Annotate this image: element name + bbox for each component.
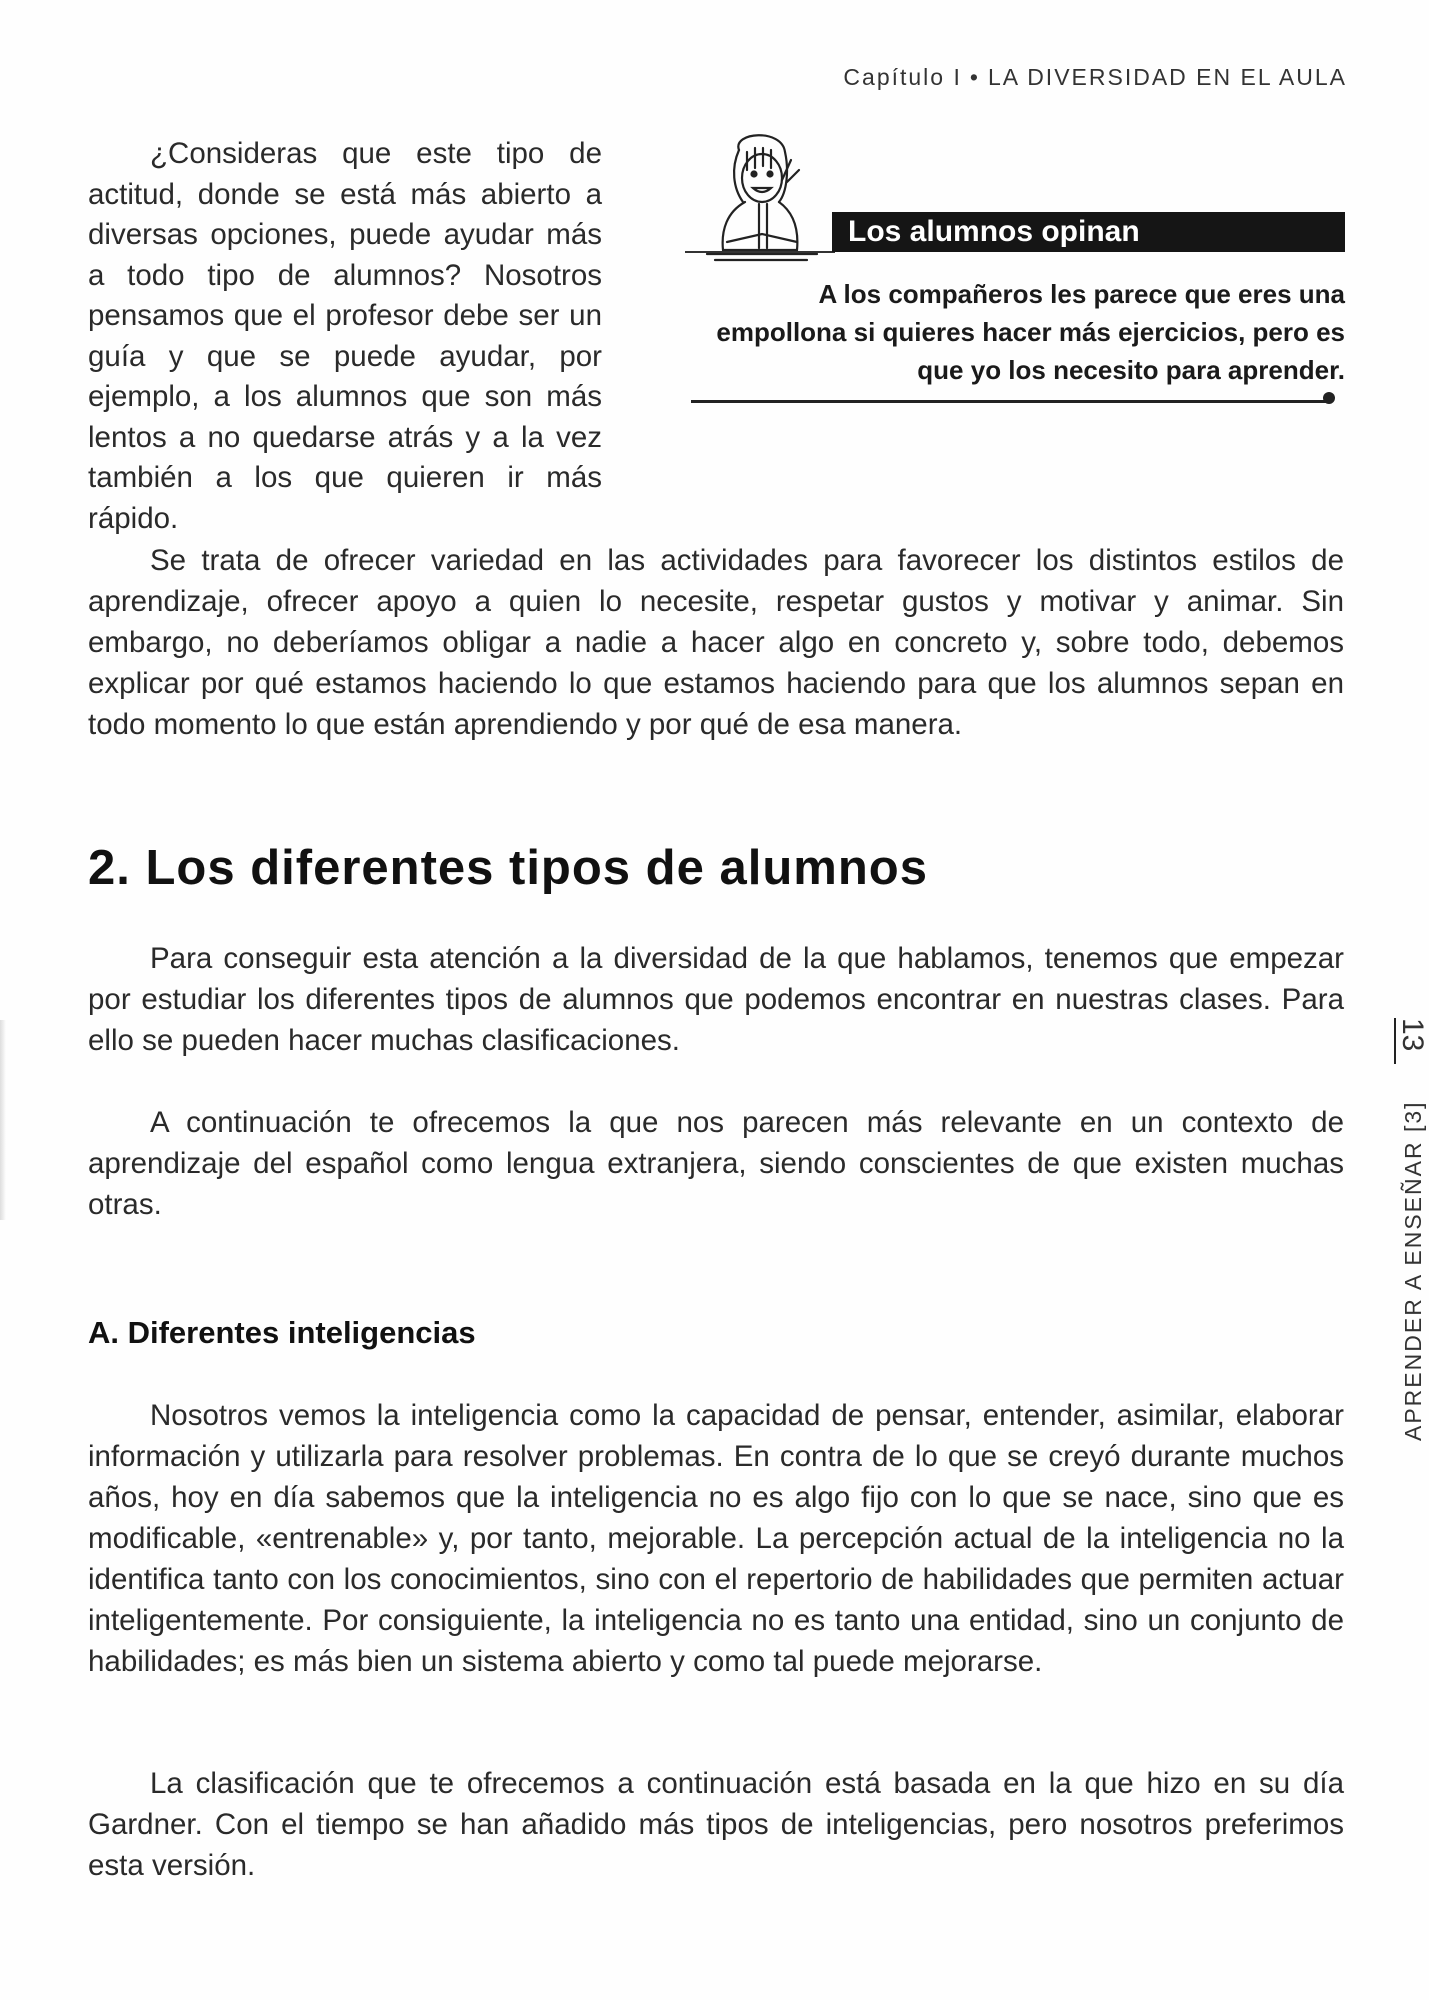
- chapter-label: Capítulo I: [843, 64, 962, 90]
- quote-bullet-dot: [1323, 392, 1335, 404]
- body-paragraph-5: La clasificación que te ofrecemos a continuación está basada en la que hizo en su día Gardner. Con el tiempo se han añadido más tipos de inteligencias, pero nosotros preferimos esta versión.: [88, 1767, 1344, 1882]
- student-cartoon-icon: [687, 130, 837, 280]
- book-title-vertical: APRENDER A ENSEÑAR [3]: [1400, 1100, 1426, 1441]
- quote-text: A los compañeros les parece que eres una empollona si quieres hacer más ejercicios, pero es que yo los necesito para aprender.: [716, 279, 1345, 385]
- quote-banner: Los alumnos opinan: [832, 212, 1345, 252]
- chapter-title: LA DIVERSIDAD EN EL AULA: [987, 64, 1347, 90]
- page-number: 13: [1396, 1018, 1429, 1052]
- intro-paragraph: ¿Consideras que este tipo de actitud, donde se está más abierto a diversas opciones, puede ayudar más a todo tipo de alumnos? Nosotros pensamos que el profesor debe ser un guía y que se puede ayudar, por ejemplo, a los alumnos que son más lentos a no quedarse atrás y a la vez también a los que quieren ir más rápido.: [88, 137, 602, 535]
- quote-top-rule: [685, 251, 835, 253]
- quote-bottom-rule: [691, 400, 1331, 403]
- running-header: [843, 64, 1347, 91]
- body-paragraph-3: A continuación te ofrecemos la que nos parecen más relevante en un contexto de aprendizaje del español como lengua extranjera, siendo conscientes de que existen muchas otras.: [88, 1106, 1344, 1221]
- binding-shadow: [0, 1020, 6, 1220]
- student-quote-box: [685, 130, 1345, 410]
- header-separator: •: [969, 64, 980, 90]
- body-paragraph-2: Para conseguir esta atención a la diversidad de la que hablamos, tenemos que empezar por estudiar los diferentes tipos de alumnos que podemos encontrar en nuestras clases. Para ello se pueden hacer muchas clasificaciones.: [88, 942, 1344, 1057]
- section-title: 2. Los diferentes tipos de alumnos: [88, 841, 928, 895]
- body-paragraph-4: Nosotros vemos la inteligencia como la capacidad de pensar, entender, asimilar, elaborar información y utilizarla para resolver problemas. En contra de lo que se creyó durante muchos años, hoy en día sabemos que la inteligencia no es algo fijo con lo que se nace, sino que es modificable, «entrenable» y, por tanto, mejorable. La percepción actual de la inteligencia no la identifica tanto con los conocimientos, sino con el repertorio de habilidades que permiten actuar inteligentemente. Por consiguiente, la inteligencia no es tanto una entidad, sino un conjunto de habilidades; es más bien un sistema abierto y como tal puede mejorarse.: [88, 1399, 1344, 1678]
- subsection-title: A. Diferentes inteligencias: [88, 1315, 476, 1350]
- body-paragraph-1: Se trata de ofrecer variedad en las actividades para favorecer los distintos estilos de aprendizaje, ofrecer apoyo a quien lo necesite, respetar gustos y motivar y animar. Sin embargo, no deberíamos obligar a nadie a hacer algo en concreto y, sobre todo, debemos explicar por qué estamos haciendo lo que estamos haciendo para que los alumnos sepan en todo momento lo que están aprendiendo y por qué de esa manera.: [88, 544, 1344, 741]
